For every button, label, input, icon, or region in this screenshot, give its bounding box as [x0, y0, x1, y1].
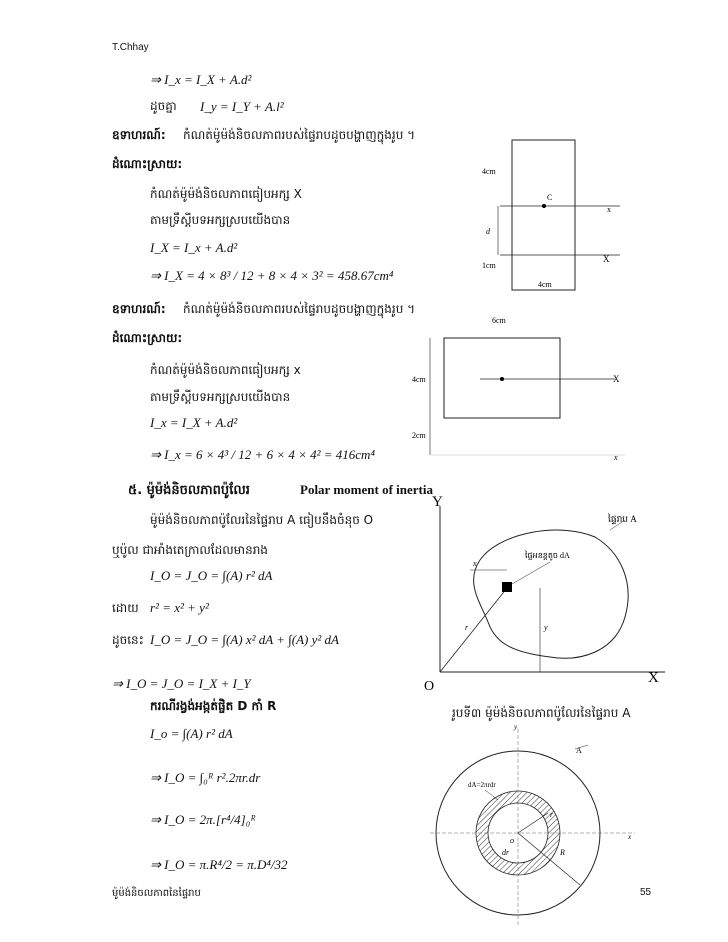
- example1-equation2: ⇒ I_X = 4 × 8³ / 12 + 8 × 4 × 3² = 458.67cm⁴: [150, 268, 394, 283]
- page-header-author: T.Chhay: [112, 42, 149, 53]
- since-equation: r² = x² + y²: [150, 600, 209, 615]
- example1-text: កំណត់ម៉ូម៉ង់និចលភាពរបស់ផ្ទៃរាបដូចបង្ហាញក្នុងរូប ។: [183, 128, 416, 142]
- figure4-label-dr: dr: [502, 848, 510, 857]
- polar-result-equation: ⇒ I_O = J_O = I_X + I_Y: [112, 676, 251, 691]
- figure3-caption: រូបទី៣ ម៉ូម៉ង់និចលភាពប៉ូលែរនៃផ្ទៃរាប A: [452, 706, 631, 720]
- page-footer-title: ម៉ូម៉ង់និចលភាពនៃផ្ទៃរាប: [112, 888, 201, 899]
- figure3-label-r: r: [465, 623, 469, 632]
- figure3-area-shape: [474, 530, 629, 658]
- figure3-label-x: X: [648, 670, 659, 686]
- example2-equation2: ⇒ I_x = 6 × 4³ / 12 + 6 × 4 × 4² = 416cm⁴: [150, 447, 375, 462]
- section5-title-english: Polar moment of inertia: [300, 482, 433, 497]
- figure2-label-x-lower: x: [614, 453, 618, 462]
- similarly-label: ដូចគ្នា: [150, 99, 177, 113]
- polar-definition-line1: ម៉ូម៉ង់និចលភាពប៉ូលែរនៃផ្ទៃរាប A ធៀបនឹងចំនុច O: [150, 513, 374, 527]
- figure1-label-4cm-top: 4cm: [482, 167, 496, 176]
- figure3-element-da: [502, 582, 512, 592]
- since-label: ដោយ: [112, 601, 139, 615]
- figure2-label-4cm: 4cm: [412, 375, 426, 384]
- figure3-label-area: ផ្ទៃរាប A: [608, 514, 637, 524]
- page-number: 55: [640, 887, 652, 898]
- circle-equation4: ⇒ I_O = π.R⁴/2 = π.D⁴/32: [150, 857, 288, 872]
- solution1-label: ដំណោះស្រាយ:: [112, 157, 183, 171]
- figure2-label-x-upper: X: [613, 374, 620, 384]
- figure3-label-element: ផ្ទៃអនន្តតូច dA: [525, 551, 570, 560]
- figure1-label-1cm: 1cm: [482, 261, 496, 270]
- figure2-rectangle-diagram: [410, 310, 635, 470]
- figure3-label-y: Y: [432, 494, 443, 510]
- figure4-label-o: o: [510, 836, 514, 845]
- circle-equation3: ⇒ I_O = 2π.[r⁴/4]₀ᴿ: [150, 812, 256, 827]
- equation-iy: I_y = I_Y + A.l²: [200, 99, 284, 114]
- example2-step2: តាមទ្រឹស្តីបទអក្សស្របយើងបាន: [150, 390, 291, 404]
- figure1-centroid-point: [542, 204, 546, 208]
- circle-equation1: I_o = ∫(A) r² dA: [150, 726, 233, 741]
- figure3-polar-moment-diagram: [410, 492, 675, 697]
- circle-equation2: ⇒ I_O = ∫₀ᴿ r².2πr.dr: [150, 770, 261, 785]
- figure1-label-4cm-width: 4cm: [538, 280, 552, 289]
- figure2-centroid-point: [500, 377, 504, 381]
- figure4-label-da: dA=2πrdr: [468, 781, 496, 789]
- example2-equation1: I_x = I_X + A.d²: [150, 415, 238, 430]
- example1-step1: កំណត់ម៉ូម៉ង់និចលភាពធៀបអក្ស X: [150, 187, 302, 201]
- figure3-element-leader: [512, 562, 550, 584]
- figure1-label-d: d: [486, 227, 490, 236]
- figure1-label-c: C: [547, 193, 553, 202]
- figure3-label-y-distance: y: [544, 623, 548, 632]
- figure4-label-x: x: [628, 833, 632, 841]
- polar-equation-integral: I_O = J_O = ∫(A) r² dA: [150, 568, 273, 583]
- circle-case-title: ករណីរង្វង់អង្កត់ផ្ចិត D កាំ R: [150, 699, 277, 713]
- figure4-label-big-r: R: [560, 848, 565, 857]
- example2-label: ឧទាហរណ៍:: [112, 302, 166, 316]
- figure4-da-leader: [485, 790, 498, 800]
- figure2-label-2cm: 2cm: [412, 431, 426, 440]
- figure3-radius-line: [440, 588, 507, 672]
- figure4-circle-diagram: [430, 725, 645, 925]
- figure4-label-y: y: [514, 725, 518, 731]
- figure3-label-x-distance: x: [473, 559, 477, 568]
- figure1-label-x-upper: X: [603, 254, 610, 264]
- therefore-equation: I_O = J_O = ∫(A) x² dA + ∫(A) y² dA: [150, 632, 339, 647]
- example2-text: កំណត់ម៉ូម៉ង់និចលភាពរបស់ផ្ទៃរាបដូចបង្ហាញក្នុងរូប ។: [183, 302, 416, 316]
- example1-step2: តាមទ្រឹស្តីបទអក្សស្របយើងបាន: [150, 213, 291, 227]
- figure1-rectangle-diagram: [470, 130, 630, 300]
- solution2-label: ដំណោះស្រាយ:: [112, 331, 183, 345]
- example1-label: ឧទាហរណ៍:: [112, 128, 166, 142]
- example1-equation1: I_X = I_x + A.d²: [150, 240, 238, 255]
- equation-ix: ⇒ I_x = I_X + A.d²: [150, 72, 252, 87]
- figure2-label-6cm: 6cm: [492, 316, 506, 325]
- figure4-label-a: A: [576, 746, 582, 755]
- figure4-label-r: r: [550, 810, 554, 819]
- figure1-label-x-lower: x: [607, 205, 611, 214]
- figure4-radius-r: [518, 813, 548, 833]
- section5-title-khmer: ៥. ម៉ូម៉ង់និចលភាពប៉ូលែរ: [128, 483, 250, 498]
- figure1-rectangle: [512, 140, 575, 290]
- example2-step1: កំណត់ម៉ូម៉ង់និចលភាពធៀបអក្ស x: [150, 363, 301, 377]
- therefore-label: ដូចនេះ: [112, 633, 144, 647]
- polar-definition-line2: ឬប៉ូល ជាអាំងតេក្រាលដែលមានរាង: [112, 543, 268, 557]
- figure3-label-o: O: [424, 679, 435, 694]
